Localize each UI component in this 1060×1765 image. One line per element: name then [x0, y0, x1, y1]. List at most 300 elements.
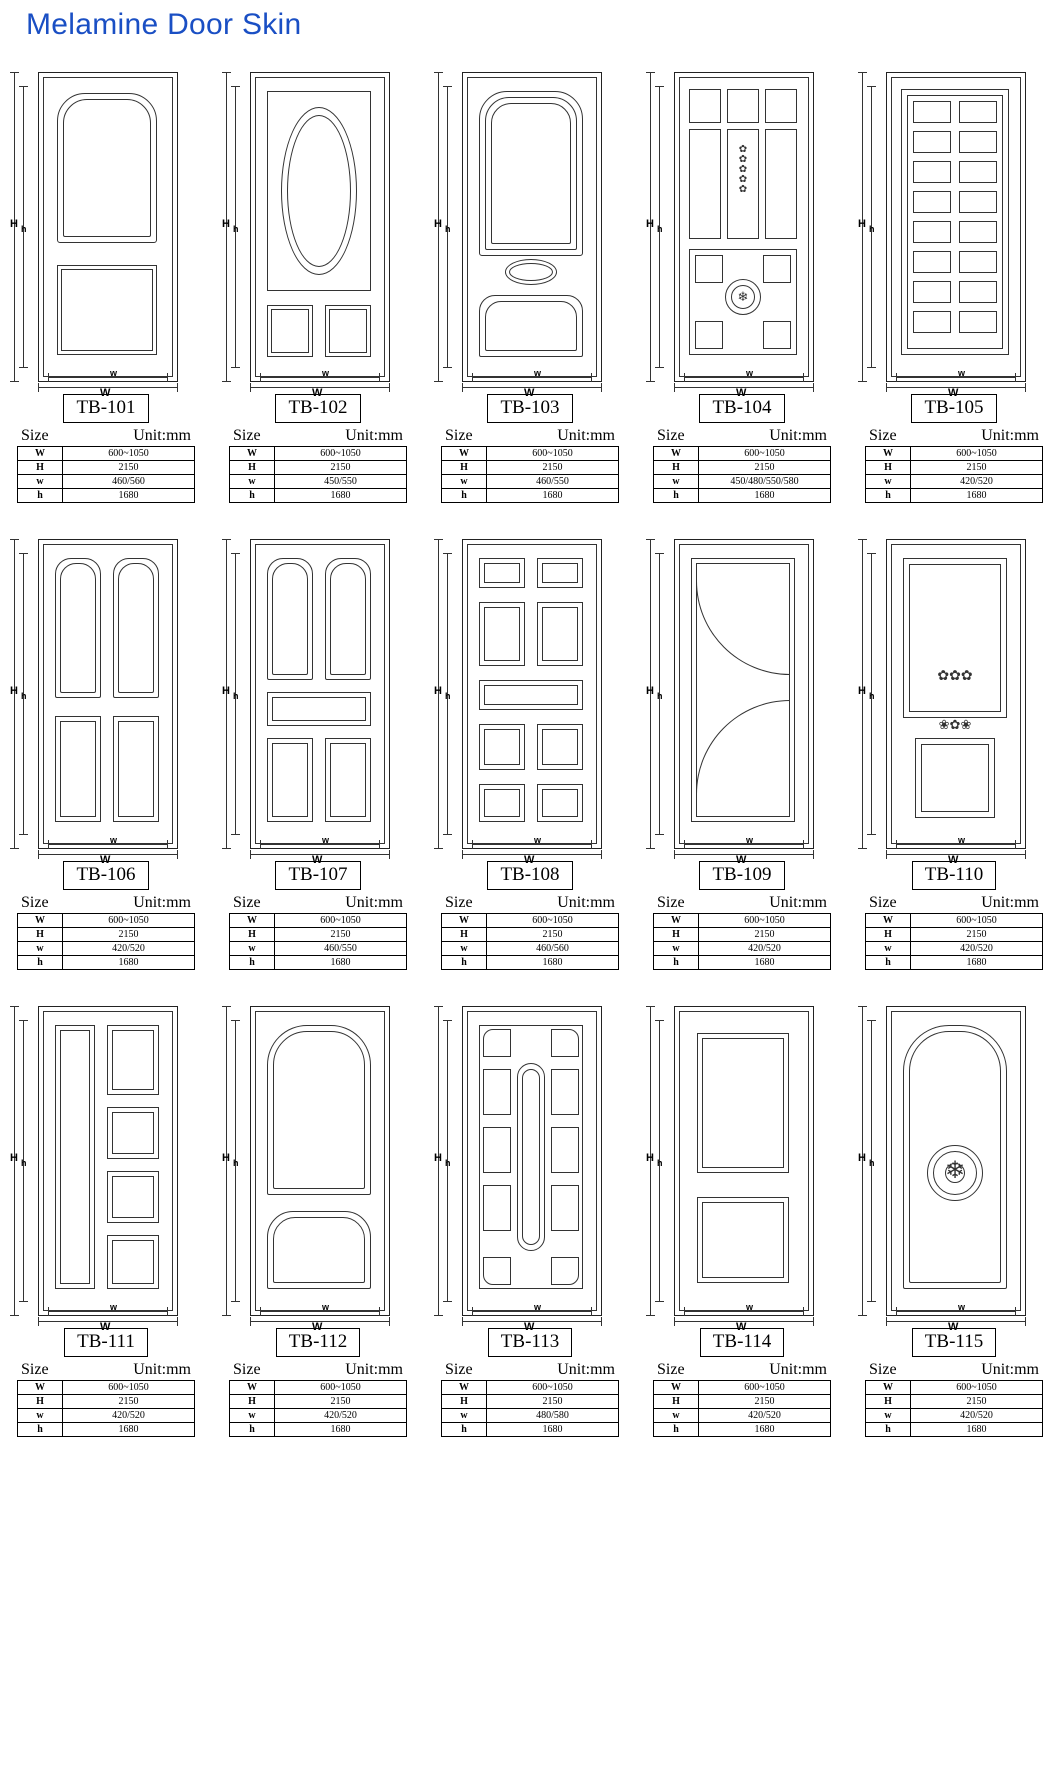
row-value: 1680 [699, 489, 831, 503]
table-row [442, 928, 619, 942]
dim-label-H: H [10, 685, 18, 697]
row-value: 2150 [63, 928, 195, 942]
door-drawing-tb-110: H h ✿✿✿ ❀✿❀ W w [848, 525, 1060, 865]
table-row [654, 489, 831, 503]
door-card-tb-115[interactable] [848, 992, 1060, 1437]
row-value: 460/560 [487, 942, 619, 956]
door-card-tb-111[interactable] [0, 992, 212, 1437]
table-row [230, 942, 407, 956]
dim-label-h: h [445, 224, 451, 234]
dim-label-w: w [958, 1302, 966, 1312]
door-card-tb-102[interactable] [212, 58, 424, 503]
spec-table [865, 427, 1043, 503]
model-label: TB-111 [64, 1328, 148, 1357]
table-row [654, 956, 831, 970]
row-value: 460/550 [487, 475, 619, 489]
row-value: 600~1050 [699, 1381, 831, 1395]
row-key: W [654, 914, 699, 928]
row-value: 420/520 [275, 1409, 407, 1423]
row-value: 600~1050 [487, 914, 619, 928]
table-row [18, 447, 195, 461]
spec-size-label: Size [21, 1361, 49, 1378]
door-card-tb-105[interactable] [848, 58, 1060, 503]
row-value: 600~1050 [63, 447, 195, 461]
table-row [18, 489, 195, 503]
row-key: W [230, 914, 275, 928]
dim-label-W: W [100, 1321, 111, 1333]
door-card-tb-106[interactable] [0, 525, 212, 970]
vertical-dimension [222, 72, 248, 382]
door-drawing-tb-113 [424, 992, 636, 1332]
row-key: h [866, 489, 911, 503]
horizontal-dimension [674, 366, 814, 399]
dim-label-W: W [524, 1321, 535, 1333]
row-key: W [442, 447, 487, 461]
door-card-tb-101[interactable] [0, 58, 212, 503]
spec-unit-label: Unit:mm [981, 894, 1039, 911]
dim-label-h: h [21, 224, 27, 234]
table-row [866, 1423, 1043, 1437]
vertical-dimension [858, 72, 884, 382]
row-key: H [442, 1395, 487, 1409]
spec-size-label: Size [233, 427, 261, 444]
row-key: w [866, 475, 911, 489]
dim-label-h: h [445, 1158, 451, 1168]
spec-unit-label: Unit:mm [133, 894, 191, 911]
spec-size-label: Size [233, 894, 261, 911]
model-label: TB-105 [911, 394, 996, 423]
model-label: TB-115 [912, 1328, 996, 1357]
row-key: W [866, 914, 911, 928]
row-key: w [442, 1409, 487, 1423]
vertical-dimension [646, 1006, 672, 1316]
row-key: w [230, 1409, 275, 1423]
row-value: 420/520 [911, 1409, 1043, 1423]
door-card-tb-108[interactable] [424, 525, 636, 970]
table-row [442, 461, 619, 475]
catalog-row [0, 525, 1060, 970]
table-row [654, 942, 831, 956]
table-row [442, 447, 619, 461]
row-value: 2150 [275, 461, 407, 475]
model-label: TB-110 [912, 861, 996, 890]
door-card-tb-103[interactable] [424, 58, 636, 503]
vertical-dimension [434, 72, 460, 382]
row-value: 600~1050 [911, 447, 1043, 461]
row-value: 600~1050 [63, 914, 195, 928]
row-key: w [442, 475, 487, 489]
dim-label-H: H [646, 1152, 654, 1164]
dim-label-H: H [222, 1152, 230, 1164]
dim-label-H: H [858, 1152, 866, 1164]
door-drawing-tb-105 [848, 58, 1060, 398]
vertical-dimension [434, 539, 460, 849]
row-key: w [866, 1409, 911, 1423]
row-value: 2150 [275, 928, 407, 942]
row-key: h [442, 1423, 487, 1437]
row-value: 2150 [63, 1395, 195, 1409]
spec-table [865, 894, 1043, 970]
row-key: h [230, 489, 275, 503]
row-key: W [18, 1381, 63, 1395]
row-value: 450/550 [275, 475, 407, 489]
row-value: 1680 [699, 956, 831, 970]
row-value: 1680 [275, 1423, 407, 1437]
dim-label-w: w [110, 368, 118, 378]
dim-label-W: W [736, 387, 747, 399]
row-value: 600~1050 [699, 914, 831, 928]
table-row [230, 1409, 407, 1423]
spec-unit-label: Unit:mm [557, 894, 615, 911]
door-card-tb-113[interactable] [424, 992, 636, 1437]
row-value: 460/560 [63, 475, 195, 489]
row-value: 1680 [487, 489, 619, 503]
dim-label-H: H [858, 685, 866, 697]
horizontal-dimension [462, 366, 602, 399]
row-value: 600~1050 [911, 914, 1043, 928]
door-drawing-tb-106 [0, 525, 212, 865]
table-row [230, 489, 407, 503]
horizontal-dimension [886, 1300, 1026, 1333]
spec-size-label: Size [869, 1361, 897, 1378]
row-key: H [654, 1395, 699, 1409]
dim-label-h: h [657, 224, 663, 234]
dim-label-w: w [110, 835, 118, 845]
row-value: 600~1050 [275, 447, 407, 461]
row-value: 1680 [275, 956, 407, 970]
table-row [230, 461, 407, 475]
table-row [18, 914, 195, 928]
row-value: 600~1050 [275, 914, 407, 928]
horizontal-dimension [674, 1300, 814, 1333]
table-row [442, 489, 619, 503]
model-label: TB-102 [275, 394, 360, 423]
row-key: w [18, 475, 63, 489]
door-drawing-tb-103 [424, 58, 636, 398]
row-key: h [654, 489, 699, 503]
spec-unit-label: Unit:mm [345, 894, 403, 911]
row-key: W [442, 1381, 487, 1395]
table-row [230, 956, 407, 970]
spec-table [653, 427, 831, 503]
row-value: 420/520 [63, 942, 195, 956]
door-drawing-tb-101 [0, 58, 212, 398]
dim-label-w: w [746, 1302, 754, 1312]
row-value: 1680 [63, 1423, 195, 1437]
row-value: 2150 [699, 1395, 831, 1409]
spec-unit-label: Unit:mm [981, 427, 1039, 444]
dim-label-W: W [524, 854, 535, 866]
spec-size-label: Size [869, 894, 897, 911]
row-value: 1680 [487, 956, 619, 970]
spec-unit-label: Unit:mm [133, 427, 191, 444]
door-card-tb-104[interactable] [636, 58, 848, 503]
row-key: H [654, 928, 699, 942]
row-key: w [654, 475, 699, 489]
table-row [442, 1381, 619, 1395]
row-key: H [866, 928, 911, 942]
row-key: H [866, 1395, 911, 1409]
dim-label-w: w [110, 1302, 118, 1312]
row-key: h [230, 1423, 275, 1437]
dim-label-h: h [233, 1158, 239, 1168]
row-value: 420/520 [699, 1409, 831, 1423]
row-value: 600~1050 [275, 1381, 407, 1395]
spec-unit-label: Unit:mm [133, 1361, 191, 1378]
table-row [18, 1395, 195, 1409]
row-key: w [18, 1409, 63, 1423]
horizontal-dimension [250, 833, 390, 866]
table-row [654, 447, 831, 461]
table-row [442, 475, 619, 489]
row-value: 2150 [487, 1395, 619, 1409]
row-key: W [654, 1381, 699, 1395]
spec-table [17, 1361, 195, 1437]
row-key: H [230, 928, 275, 942]
row-key: h [18, 1423, 63, 1437]
door-drawing-tb-111 [0, 992, 212, 1332]
row-key: h [442, 489, 487, 503]
spec-table [17, 894, 195, 970]
row-value: 1680 [275, 489, 407, 503]
dim-label-h: h [657, 691, 663, 701]
dim-label-W: W [948, 387, 959, 399]
row-value: 600~1050 [63, 1381, 195, 1395]
row-value: 600~1050 [699, 447, 831, 461]
dim-label-W: W [100, 387, 111, 399]
row-key: H [18, 461, 63, 475]
row-key: h [18, 489, 63, 503]
table-row [866, 1381, 1043, 1395]
row-key: W [442, 914, 487, 928]
row-key: W [866, 1381, 911, 1395]
spec-table [17, 427, 195, 503]
table-row [18, 475, 195, 489]
spec-unit-label: Unit:mm [769, 894, 827, 911]
horizontal-dimension [38, 1300, 178, 1333]
door-card-tb-110[interactable] [848, 525, 1060, 970]
spec-table [441, 1361, 619, 1437]
row-key: W [18, 914, 63, 928]
dim-label-h: h [21, 1158, 27, 1168]
row-key: H [654, 461, 699, 475]
door-card-tb-109[interactable] [636, 525, 848, 970]
vertical-dimension [222, 1006, 248, 1316]
table-row [442, 1423, 619, 1437]
spec-size-label: Size [657, 894, 685, 911]
row-value: 2150 [699, 928, 831, 942]
dim-label-h: h [869, 1158, 875, 1168]
table-row [866, 489, 1043, 503]
row-key: h [18, 956, 63, 970]
row-key: W [230, 447, 275, 461]
dim-label-H: H [434, 685, 442, 697]
row-key: w [442, 942, 487, 956]
table-row [18, 1381, 195, 1395]
dim-label-w: w [534, 1302, 542, 1312]
spec-size-label: Size [445, 1361, 473, 1378]
dim-label-w: w [534, 368, 542, 378]
door-drawing-tb-115: H h ❄ W w [848, 992, 1060, 1332]
row-value: 1680 [699, 1423, 831, 1437]
row-key: W [866, 447, 911, 461]
model-label: TB-113 [488, 1328, 572, 1357]
table-row [230, 447, 407, 461]
table-row [230, 914, 407, 928]
door-drawing-tb-109 [636, 525, 848, 865]
spec-unit-label: Unit:mm [557, 1361, 615, 1378]
model-label: TB-103 [487, 394, 572, 423]
table-row [230, 1395, 407, 1409]
vertical-dimension [10, 72, 36, 382]
door-catalog-grid [0, 58, 1060, 1437]
row-value: 420/520 [63, 1409, 195, 1423]
dim-label-H: H [858, 218, 866, 230]
vertical-dimension [646, 72, 672, 382]
horizontal-dimension [886, 366, 1026, 399]
door-drawing-tb-102 [212, 58, 424, 398]
spec-table [229, 427, 407, 503]
horizontal-dimension [38, 833, 178, 866]
row-value: 2150 [699, 461, 831, 475]
row-value: 460/550 [275, 942, 407, 956]
dim-label-H: H [10, 1152, 18, 1164]
spec-unit-label: Unit:mm [981, 1361, 1039, 1378]
row-key: h [866, 1423, 911, 1437]
row-value: 2150 [911, 461, 1043, 475]
page-title: Melamine Door Skin [26, 8, 302, 41]
catalog-row [0, 992, 1060, 1437]
row-value: 2150 [63, 461, 195, 475]
dim-label-w: w [958, 368, 966, 378]
table-row [442, 914, 619, 928]
model-label: TB-109 [699, 861, 784, 890]
vertical-dimension [858, 539, 884, 849]
spec-size-label: Size [657, 427, 685, 444]
dim-label-H: H [222, 218, 230, 230]
dim-label-W: W [100, 854, 111, 866]
table-row [18, 1423, 195, 1437]
row-value: 1680 [63, 489, 195, 503]
catalog-row [0, 58, 1060, 503]
dim-label-H: H [646, 685, 654, 697]
table-row [654, 1423, 831, 1437]
spec-size-label: Size [21, 894, 49, 911]
row-key: h [654, 956, 699, 970]
dim-label-W: W [524, 387, 535, 399]
table-row [654, 1381, 831, 1395]
row-key: h [866, 956, 911, 970]
dim-label-w: w [958, 835, 966, 845]
row-key: H [18, 1395, 63, 1409]
vertical-dimension [10, 1006, 36, 1316]
dim-label-h: h [21, 691, 27, 701]
row-value: 420/520 [911, 942, 1043, 956]
spec-table [653, 1361, 831, 1437]
dim-label-H: H [434, 218, 442, 230]
table-row [654, 1395, 831, 1409]
row-value: 480/580 [487, 1409, 619, 1423]
door-card-tb-112[interactable] [212, 992, 424, 1437]
model-label: TB-107 [275, 861, 360, 890]
vertical-dimension [646, 539, 672, 849]
row-key: H [18, 928, 63, 942]
spec-size-label: Size [869, 427, 897, 444]
table-row [866, 1395, 1043, 1409]
spec-size-label: Size [657, 1361, 685, 1378]
dim-label-W: W [736, 1321, 747, 1333]
door-card-tb-114[interactable] [636, 992, 848, 1437]
row-value: 2150 [487, 928, 619, 942]
door-drawing-tb-108 [424, 525, 636, 865]
row-key: H [442, 461, 487, 475]
spec-size-label: Size [233, 1361, 261, 1378]
table-row [18, 956, 195, 970]
dim-label-w: w [322, 368, 330, 378]
spec-table [229, 1361, 407, 1437]
horizontal-dimension [250, 366, 390, 399]
table-row [442, 942, 619, 956]
row-value: 600~1050 [487, 447, 619, 461]
dim-label-W: W [312, 1321, 323, 1333]
table-row [866, 1409, 1043, 1423]
dim-label-H: H [646, 218, 654, 230]
row-value: 2150 [275, 1395, 407, 1409]
spec-table [229, 894, 407, 970]
dim-label-w: w [322, 835, 330, 845]
door-card-tb-107[interactable] [212, 525, 424, 970]
dim-label-h: h [445, 691, 451, 701]
dim-label-w: w [746, 835, 754, 845]
horizontal-dimension [462, 1300, 602, 1333]
table-row [230, 1381, 407, 1395]
row-key: W [654, 447, 699, 461]
row-key: H [866, 461, 911, 475]
spec-size-label: Size [445, 894, 473, 911]
row-key: h [230, 956, 275, 970]
table-row [18, 461, 195, 475]
table-row [866, 914, 1043, 928]
table-row [230, 928, 407, 942]
row-key: W [230, 1381, 275, 1395]
dim-label-h: h [657, 1158, 663, 1168]
spec-unit-label: Unit:mm [345, 427, 403, 444]
row-key: w [654, 942, 699, 956]
dim-label-W: W [312, 387, 323, 399]
dim-label-w: w [746, 368, 754, 378]
row-value: 1680 [911, 1423, 1043, 1437]
dim-label-h: h [869, 691, 875, 701]
model-label: TB-112 [276, 1328, 360, 1357]
door-drawing-tb-107 [212, 525, 424, 865]
row-value: 1680 [63, 956, 195, 970]
table-row [18, 942, 195, 956]
table-row [866, 475, 1043, 489]
table-row [866, 447, 1043, 461]
dim-label-W: W [948, 1321, 959, 1333]
horizontal-dimension [886, 833, 1026, 866]
door-drawing-tb-112 [212, 992, 424, 1332]
door-drawing-tb-114 [636, 992, 848, 1332]
dim-label-H: H [434, 1152, 442, 1164]
vertical-dimension [858, 1006, 884, 1316]
row-key: w [18, 942, 63, 956]
table-row [442, 956, 619, 970]
table-row [18, 1409, 195, 1423]
spec-unit-label: Unit:mm [557, 427, 615, 444]
row-key: h [442, 956, 487, 970]
spec-table [865, 1361, 1043, 1437]
